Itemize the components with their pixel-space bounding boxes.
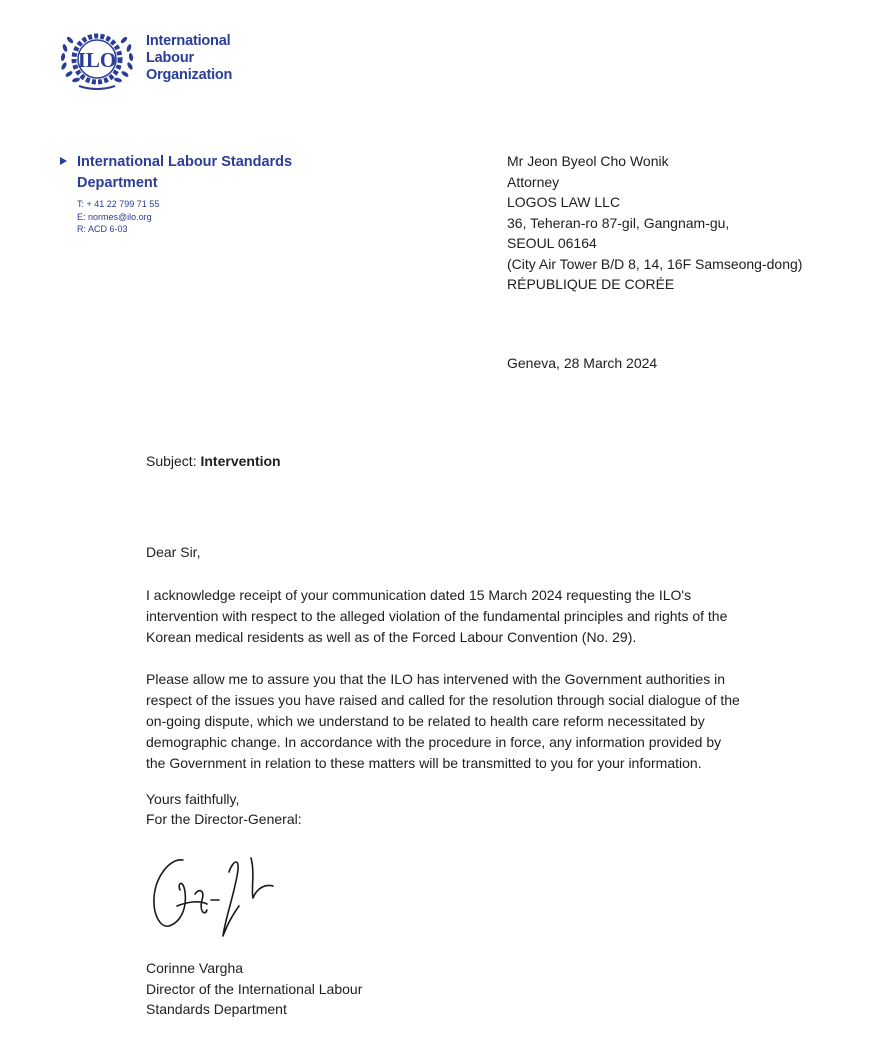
subject-value: Intervention: [200, 453, 281, 469]
paragraph-line: Korean medical residents as well as of the Forced Labour Convention (No. 29).: [146, 629, 637, 645]
addressee-name: Mr Jeon Byeol Cho Wonik: [507, 153, 669, 169]
signatory-block: [146, 958, 362, 1020]
subject-line: [146, 453, 281, 469]
body-paragraph-2: [146, 669, 836, 774]
body-paragraph-1: [146, 585, 836, 648]
addressee-city: SEOUL 06164: [507, 235, 597, 251]
letter-date: Geneva, 28 March 2024: [507, 355, 658, 371]
logo-emblem-letters: ILO: [77, 48, 117, 72]
organization-name: [146, 33, 232, 84]
closing-line: For the Director-General:: [146, 811, 302, 827]
addressee-street: 36, Teheran-ro 87-gil, Gangnam-gu,: [507, 214, 730, 231]
department-reference: R: ACD 6-03: [77, 224, 128, 234]
addressee-building: (City Air Tower B/D 8, 14, 16F Samseong-dong): [507, 255, 803, 272]
ilo-emblem-logo: [57, 26, 137, 92]
department-name-line: International Labour Standards: [77, 154, 293, 170]
addressee-country: RÉPUBLIQUE DE CORÉE: [507, 276, 675, 292]
paragraph-line: demographic change. In accordance with the procedure in force, any information provided by: [146, 734, 722, 750]
subject-label: Subject:: [146, 453, 197, 469]
organization-name-line: Labour: [146, 50, 194, 66]
signatory-title: Standards Department: [146, 1001, 287, 1017]
paragraph-line: on-going dispute, which we understand to be related to health care reform necessitated by: [146, 713, 705, 729]
department-name-line: Department: [77, 175, 158, 191]
department-phone: T: + 41 22 799 71 55: [77, 199, 160, 209]
paragraph-line: the Government in relation to these matters will be transmitted to you for your information.: [146, 755, 702, 771]
organization-name-line: Organization: [146, 67, 233, 83]
department-contacts: [77, 198, 159, 236]
department-email: E: normes@ilo.org: [77, 211, 152, 222]
handwritten-signature: [147, 850, 282, 942]
department-name: [77, 152, 337, 194]
addressee-block: [507, 151, 802, 295]
organization-name-line: International: [146, 33, 231, 49]
signatory-title: Director of the International Labour: [146, 980, 363, 997]
paragraph-line: Please allow me to assure you that the ILO has intervened with the Government authorities in: [146, 671, 725, 687]
paragraph-line: I acknowledge receipt of your communication dated 15 March 2024 requesting the ILO's: [146, 587, 692, 603]
salutation: Dear Sir,: [146, 544, 201, 560]
closing: [146, 789, 302, 829]
closing-line: Yours faithfully,: [146, 791, 240, 807]
triangle-bullet-icon: [60, 157, 67, 165]
addressee-firm: LOGOS LAW LLC: [507, 194, 621, 210]
paragraph-line: respect of the issues you have raised and called for the resolution through social dialogue of the: [146, 692, 740, 708]
paragraph-line: intervention with respect to the alleged violation of the fundamental principles and rights of the: [146, 608, 728, 624]
signatory-name: Corinne Vargha: [146, 960, 244, 976]
addressee-title: Attorney: [507, 173, 560, 190]
